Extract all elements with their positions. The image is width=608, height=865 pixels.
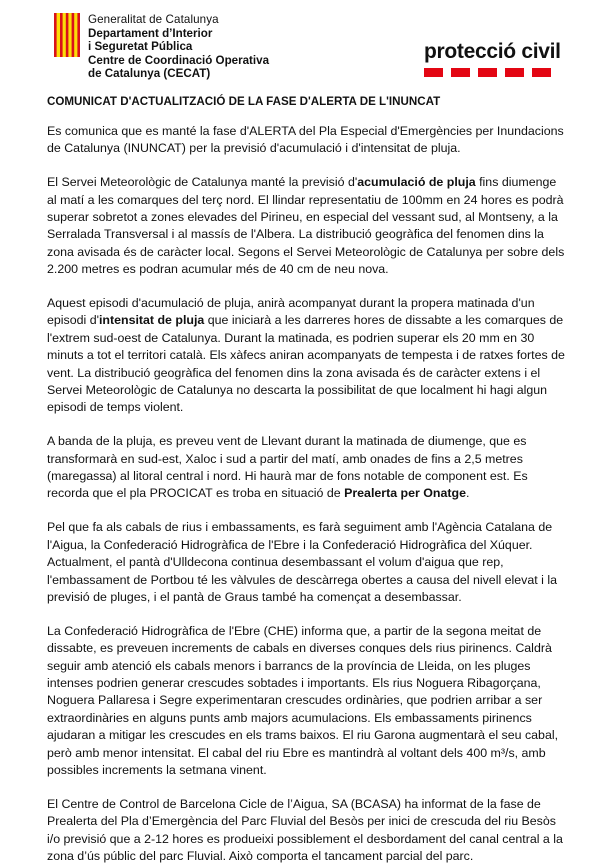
document-header	[0, 0, 608, 90]
logo-bar	[505, 68, 524, 77]
logo-bar	[532, 68, 551, 77]
flag-stripe	[72, 13, 75, 57]
flag-stripe	[60, 13, 63, 57]
flag-stripe	[66, 13, 69, 57]
logo-bar	[478, 68, 497, 77]
paragraph-text: A banda de la pluja, es preveu vent de Llevant durant la matinada de diumenge, que es transformarà en sud-est, Xaloc i sud a partir del matí, amb onades de fins a 2,5 metres (maregassa) al litoral central i nord. Hi haurà mar de fons notable de component est. Es recorda que el pla PROCICAT es troba en situació de	[47, 434, 528, 501]
flag-stripe	[77, 13, 80, 57]
org-line-centre: Centre de Coordinació Operativa	[88, 53, 270, 67]
org-line-cecat: de Catalunya (CECAT)	[88, 67, 211, 81]
paragraph-text: .	[465, 486, 470, 501]
org-line-generalitat: Generalitat de Catalunya	[88, 13, 219, 26]
paragraph-text: Aquest episodi d'acumulació de pluja, anirà acompanyat durant la propera matinada d'un episodi d'	[47, 296, 535, 328]
paragraph: Es comunica que es manté la fase d'ALERTA del Pla Especial d'Emergències per Inundacions de Catalunya (INUNCAT) per la previsió d'acumulació i d'intensitat de pluja.	[47, 124, 564, 156]
paragraph	[47, 433, 565, 503]
flag-stripe	[54, 13, 57, 57]
logo-bar	[451, 68, 470, 77]
paragraph	[47, 295, 565, 417]
bold-phrase: intensitat de pluja	[98, 313, 205, 328]
org-line-department-2: i Seguretat Pública	[88, 40, 193, 54]
proteccio-civil-logo-bars	[424, 68, 551, 77]
proteccio-civil-logo-text: protecció civil	[424, 40, 561, 63]
bold-phrase: acumulació de pluja	[357, 175, 476, 190]
bold-phrase: Prealerta per Onatge	[344, 486, 466, 501]
paragraph-text: que iniciarà a les darreres hores de dissabte a les comarques de l'extrem sud-oest de Catalunya. Durant la matinada, es podrien superar els 20 mm en 30 minuts a tot el territori català. Els xàfecs aniran acompanyats de tempesta i de ratxes fortes de vent. La distribució geogràfica del fenomen dins la zona avisada és de caràcter extens i el Servei Meteorològic de Catalunya no descarta la possibilitat de que localment hi hagi algun episodi de temps violent.	[47, 313, 565, 415]
paragraph: El Centre de Control de Barcelona Cicle de l’Aigua, SA (BCASA) ha informat de la fase de Prealerta del Pla d’Emergència del Parc Fluvial del Besòs per inici de crescuda del riu Besòs i/o previsió que a 2-12 hores es produeixi possiblement el desbordament del canal central a la zona d’ús públic del parc Fluvial. Això comporta el tancament parcial del parc.	[47, 796, 563, 863]
paragraph	[47, 174, 565, 278]
organization-name	[88, 13, 269, 81]
paragraph-text: El Servei Meteorològic de Catalunya manté la previsió d'	[47, 175, 358, 190]
paragraph: Pel que fa als cabals de rius i embassaments, es farà seguiment amb l'Agència Catalana de l'Aigua, la Confederació Hidrogràfica de l'Ebre i la Confederació Hidrogràfica del Xúquer. Actualment, el pantà d'Ulldecona continua desembassant el volum d'aigua que rep, l'embassament de Portbou té les vàlvules de descàrrega obertes a causa del nivell elevat i la previsió de pluges, i el pantà de Graus també ha començat a desembassar.	[47, 520, 557, 604]
generalitat-flag-logo	[54, 13, 80, 57]
paragraph-text: fins diumenge al matí a les comarques del terç nord. El llindar representatiu de 100mm en 24 hores es podrà superar sobretot a zones elevades del Pirineu, en especial del vessant sud, al Montseny, a la Serralada Transversal i al massís de l'Albera. La distribució geogràfica del fenomen dins la zona avisada és de caràcter local. Segons el Servei Meteorològic de Catalunya per sobre dels 2.200 metres es podran acumular més de 40 cm de neu nova.	[47, 175, 565, 277]
document-body	[47, 123, 565, 865]
org-line-department: Departament d’Interior	[88, 26, 213, 40]
document-title: COMUNICAT D'ACTUALITZACIÓ DE LA FASE D'ALERTA DE L'INUNCAT	[47, 95, 441, 108]
paragraph: La Confederació Hidrogràfica de l'Ebre (CHE) informa que, a partir de la segona meitat de dissabte, es preveuen increments de cabals en diverses conques dels rius pirinencs. Caldrà seguir amb atenció els cabals menors i barrancs de la província de Lleida, on les pluges intenses podrien generar crescudes sobtades i importants. Els rius Noguera Ribagorçana, Noguera Pallaresa i Segre experimentaran crescudes ordinàries, que podrien arribar a ser extraordinàries en alguns punts amb majors acumulacions. Els embassaments pirinencs ajudaran a mitigar les crescudes en els trams baixos. El riu Garona augmentarà el seu cabal, però amb menor intensitat. El cabal del riu Ebre es mantindrà al voltant dels 400 m³/s, amb possibles increments la setmana vinent.	[47, 623, 559, 777]
logo-bar	[424, 68, 443, 77]
